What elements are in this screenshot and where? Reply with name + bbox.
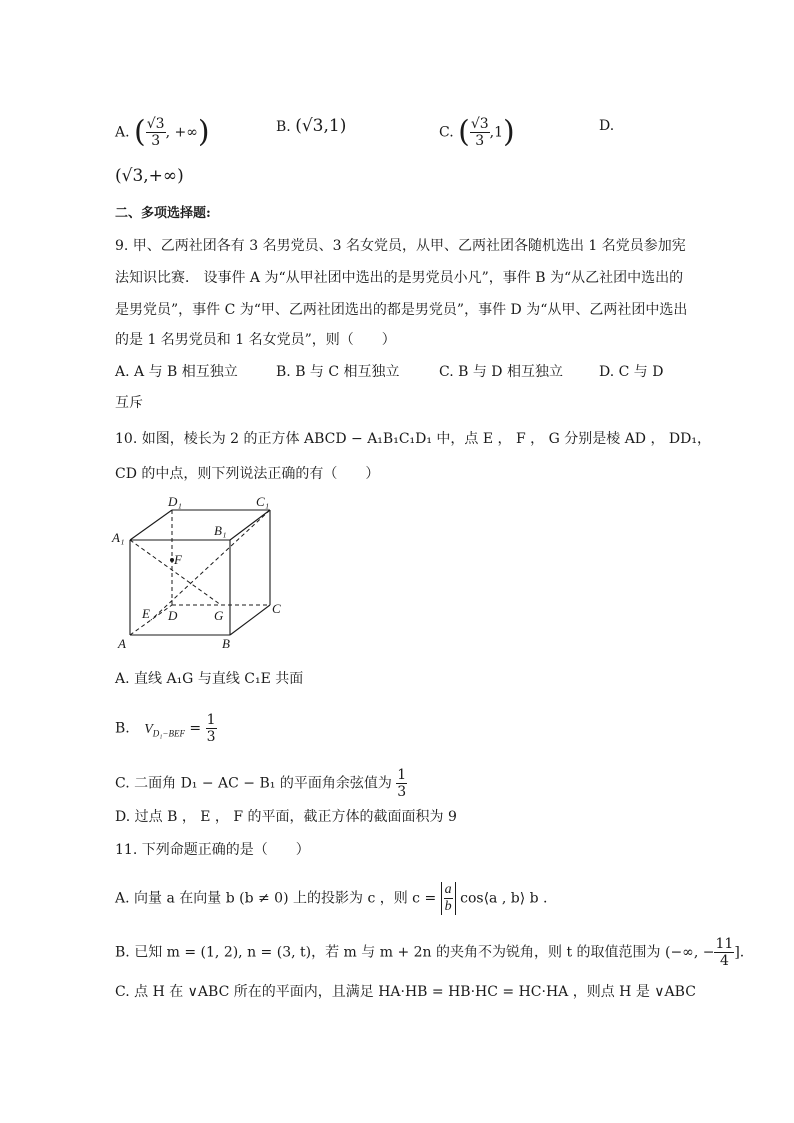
q11-a-num: a xyxy=(444,882,452,897)
cube-figure xyxy=(110,490,290,655)
q11-option-b xyxy=(115,936,744,969)
q10-option-c xyxy=(115,767,407,800)
q11-option-b-range-left: (−∞, − xyxy=(664,944,715,961)
q8-option-b-expr: (√3,1) xyxy=(295,116,347,136)
label-f: F xyxy=(174,552,182,567)
q8-a-num: √3 xyxy=(146,116,165,132)
q10-line-2: CD 的中点，则下列说法正确的有（ ） xyxy=(115,466,380,482)
line-c1e xyxy=(151,510,270,620)
q11-option-b-pre: B. 已知 m = (1, 2), n = (3, t)，若 m 与 m + 2n 的夹角不为锐角，则 t 的取值范围为 xyxy=(115,944,661,961)
q11-option-b-range-right: ]. xyxy=(734,944,745,961)
q10-option-b-label: B. xyxy=(115,720,130,737)
label-a1: A₁ xyxy=(112,530,125,545)
q8-option-d-expr: (√3,+∞) xyxy=(115,166,184,186)
q8-option-a-label: A. xyxy=(115,124,130,141)
q9-option-b: B. B 与 C 相互独立 xyxy=(276,364,400,380)
edge-a1d1 xyxy=(130,510,172,540)
q10-option-b-volume: V xyxy=(144,721,153,737)
label-c1: C₁ xyxy=(256,494,270,509)
edge-bc xyxy=(230,605,270,635)
q11-b-den: 4 xyxy=(719,953,729,969)
q11-option-a xyxy=(115,882,547,915)
q8-option-b xyxy=(276,116,346,137)
q8-c-num: √3 xyxy=(470,116,489,132)
q8-c-den: 3 xyxy=(475,133,485,149)
label-c: C xyxy=(272,601,281,616)
q10-c-num: 1 xyxy=(397,767,407,783)
q11-option-a-pre: A. 向量 a 在向量 b (b ≠ 0) 上的投影为 c ，则 c = xyxy=(115,890,437,907)
q9-option-a: A. A 与 B 相互独立 xyxy=(115,364,238,380)
q10-b-den: 3 xyxy=(206,729,216,745)
label-b: B xyxy=(222,636,230,651)
q8-option-c-label: C. xyxy=(439,124,454,141)
label-d: D xyxy=(168,608,178,623)
line-a1g xyxy=(130,540,221,605)
q9-line-2: 法知识比赛． 设事件 A 为“从甲社团中选出的是男党员小凡”，事件 B 为“从乙社团中选出的 xyxy=(115,270,684,286)
q10-option-b xyxy=(115,712,217,745)
q10-option-c-text: C. 二面角 D₁ − AC − B₁ 的平面角余弦值为 xyxy=(115,775,392,792)
q8-c-fraction xyxy=(470,116,490,149)
q8-option-d-label: D. xyxy=(599,118,615,134)
q11-option-b-fraction xyxy=(714,936,734,969)
label-a: A xyxy=(118,636,126,651)
q10-c-den: 3 xyxy=(397,784,407,800)
q9-option-c: C. B 与 D 相互独立 xyxy=(439,364,563,380)
q10-option-b-eq: = xyxy=(189,720,202,737)
q8-a-lparen: ( xyxy=(134,114,146,150)
q9-option-d: D. C 与 D xyxy=(599,364,664,380)
q10-b-num: 1 xyxy=(206,712,216,728)
q8-option-a xyxy=(115,116,210,149)
q11-option-a-fraction xyxy=(441,882,456,915)
q11-b-num: 11 xyxy=(715,936,734,952)
q10-option-b-fraction xyxy=(206,712,217,745)
q11-option-a-post: cos⟨a , b⟩ b . xyxy=(460,890,548,907)
q8-a-fraction xyxy=(146,116,166,149)
q8-option-c xyxy=(439,116,515,149)
q10-option-c-fraction xyxy=(396,767,407,800)
q11-stem: 11. 下列命题正确的是（ ） xyxy=(115,842,310,858)
q8-c-rparen: ) xyxy=(503,114,515,150)
q10-option-d: D. 过点 B ， E ， F 的平面，截正方体的截面面积为 9 xyxy=(115,809,457,825)
label-b1: B₁ xyxy=(214,523,227,538)
q9-line-1: 9. 甲、乙两社团各有 3 名男党员、3 名女党员，从甲、乙两社团各随机选出 1 名党员参加宪 xyxy=(115,238,686,254)
label-e: E xyxy=(142,606,150,621)
q8-a-rparen: ) xyxy=(197,114,210,150)
q9-line-3: 是男党员”，事件 C 为“甲、乙两社团选出的都是男党员”，事件 D 为“从甲、乙两社团中选出 xyxy=(115,302,688,318)
q9-line-4: 的是 1 名男党员和 1 名女党员”，则（ ） xyxy=(115,332,396,348)
q11-option-c: C. 点 H 在 ∨ABC 所在的平面内，且满足 HA·HB = HB·HC = HC·HA ，则点 H 是 ∨ABC xyxy=(115,984,696,1000)
q9-option-d-cont: 互斥 xyxy=(115,395,143,411)
q8-a-tail: , +∞ xyxy=(165,124,198,141)
q8-c-lparen: ( xyxy=(458,114,470,150)
q10-line-1: 10. 如图，棱长为 2 的正方体 ABCD − A₁B₁C₁D₁ 中，点 E ， F ， G 分别是棱 AD ， DD₁， xyxy=(115,431,711,447)
label-d1: D₁ xyxy=(168,494,182,509)
q8-option-b-label: B. xyxy=(276,119,291,135)
edge-b1c1 xyxy=(230,510,270,540)
q11-a-den: b xyxy=(444,899,452,914)
section-heading: 二、多项选择题: xyxy=(115,206,211,221)
q8-c-tail: ,1 xyxy=(489,124,504,141)
q10-option-a: A. 直线 A₁G 与直线 C₁E 共面 xyxy=(115,671,304,687)
q10-option-b-sub: D₁−BEF xyxy=(152,728,185,739)
q8-a-den: 3 xyxy=(151,133,161,149)
label-g: G xyxy=(214,608,224,623)
